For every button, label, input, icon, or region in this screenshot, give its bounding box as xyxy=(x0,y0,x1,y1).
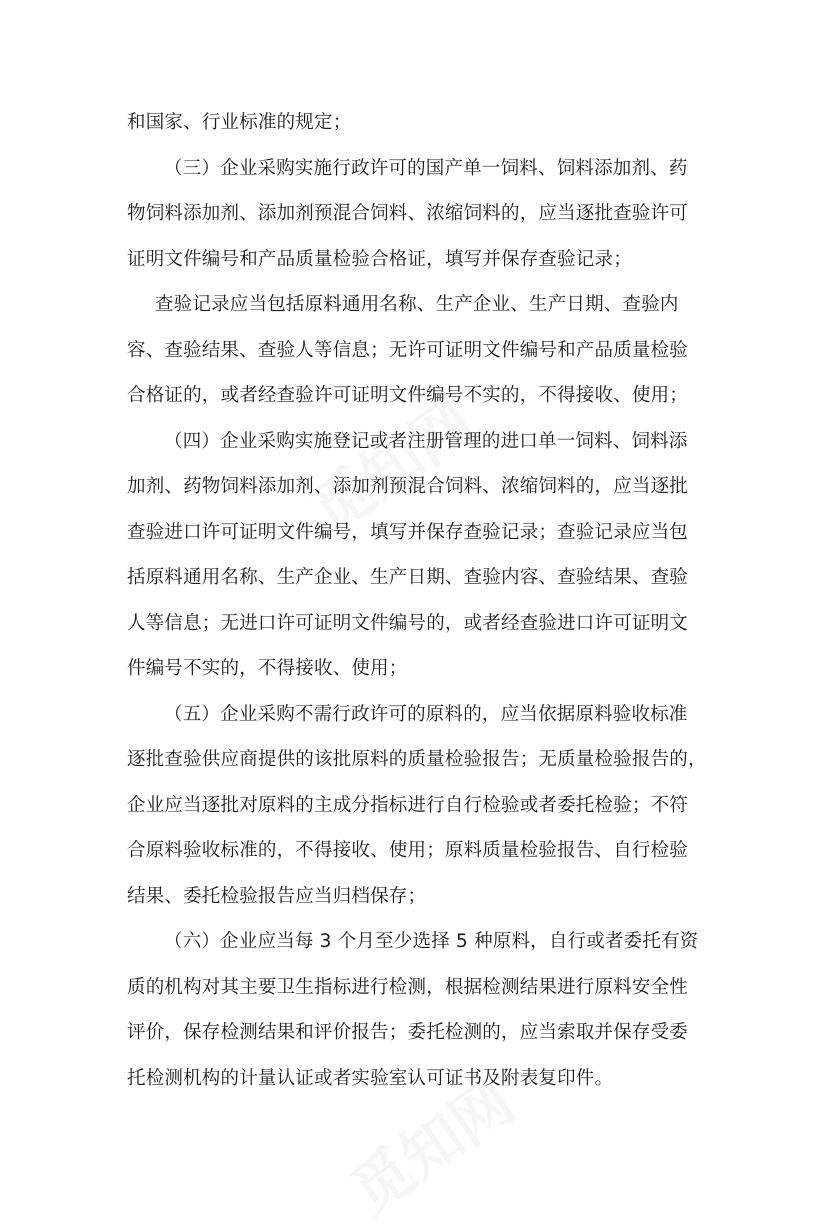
paragraph-inspection-record xyxy=(127,282,712,419)
text-line: （六）企业应当每 3 个月至少选择 5 种原料，自行或者委托有资 xyxy=(164,931,699,952)
text-line: 评价，保存检测结果和评价报告；委托检测的，应当索取并保存受委 xyxy=(127,1022,689,1043)
text-line: 结果、委托检验报告应当归档保存； xyxy=(127,885,427,907)
text-line: 物饲料添加剂、添加剂预混合饲料、浓缩饲料的，应当逐批查验许可 xyxy=(127,203,689,224)
text-line: 查验进口许可证明文件编号，填写并保存查验记录；查验记录应当包 xyxy=(127,521,689,543)
paragraph-item-5 xyxy=(127,692,712,920)
paragraph-item-6 xyxy=(127,919,712,1101)
text-line: 容、查验结果、查验人等信息；无许可证明文件编号和产品质量检验 xyxy=(127,339,689,361)
text-line: 和国家、行业标准的规定； xyxy=(127,112,352,133)
paragraph-item-4 xyxy=(127,419,712,692)
text-line: 质的机构对其主要卫生指标进行检测，根据检测结果进行原料安全性 xyxy=(127,976,689,998)
text-line: 合原料验收标准的，不得接收、使用；原料质量检验报告、自行检验 xyxy=(127,840,689,861)
paragraph-item-3 xyxy=(127,146,712,283)
text-line: 加剂、药物饲料添加剂、添加剂预混合饲料、浓缩饲料的，应当逐批 xyxy=(127,476,689,497)
text-line: 件编号不实的，不得接收、使用； xyxy=(127,658,408,679)
text-line: 证明文件编号和产品质量检验合格证，填写并保存查验记录； xyxy=(127,248,632,270)
text-line: 托检测机构的计量认证或者实验室认可证书及附表复印件。 xyxy=(127,1067,614,1089)
text-line: （四）企业采购实施登记或者注册管理的进口单一饲料、饲料添 xyxy=(164,430,688,452)
paragraph-continuation xyxy=(127,100,712,146)
text-line: 合格证的，或者经查验许可证明文件编号不实的，不得接收、使用； xyxy=(127,385,689,406)
text-line: （五）企业采购不需行政许可的原料的，应当依据原料验收标准 xyxy=(164,703,688,725)
text-line: 逐批查验供应商提供的该批原料的质量检验报告；无质量检验报告的， xyxy=(127,749,707,770)
text-line: （三）企业采购实施行政许可的国产单一饲料、饲料添加剂、药 xyxy=(164,157,688,179)
document-body xyxy=(127,100,712,1101)
text-line: 企业应当逐批对原料的主成分指标进行自行检验或者委托检验；不符 xyxy=(127,794,689,816)
text-line: 人等信息；无进口许可证明文件编号的，或者经查验进口许可证明文 xyxy=(127,612,689,634)
text-line: 括原料通用名称、生产企业、生产日期、查验内容、查验结果、查验 xyxy=(127,567,689,588)
text-line: 查验记录应当包括原料通用名称、生产企业、生产日期、查验内 xyxy=(155,294,679,315)
